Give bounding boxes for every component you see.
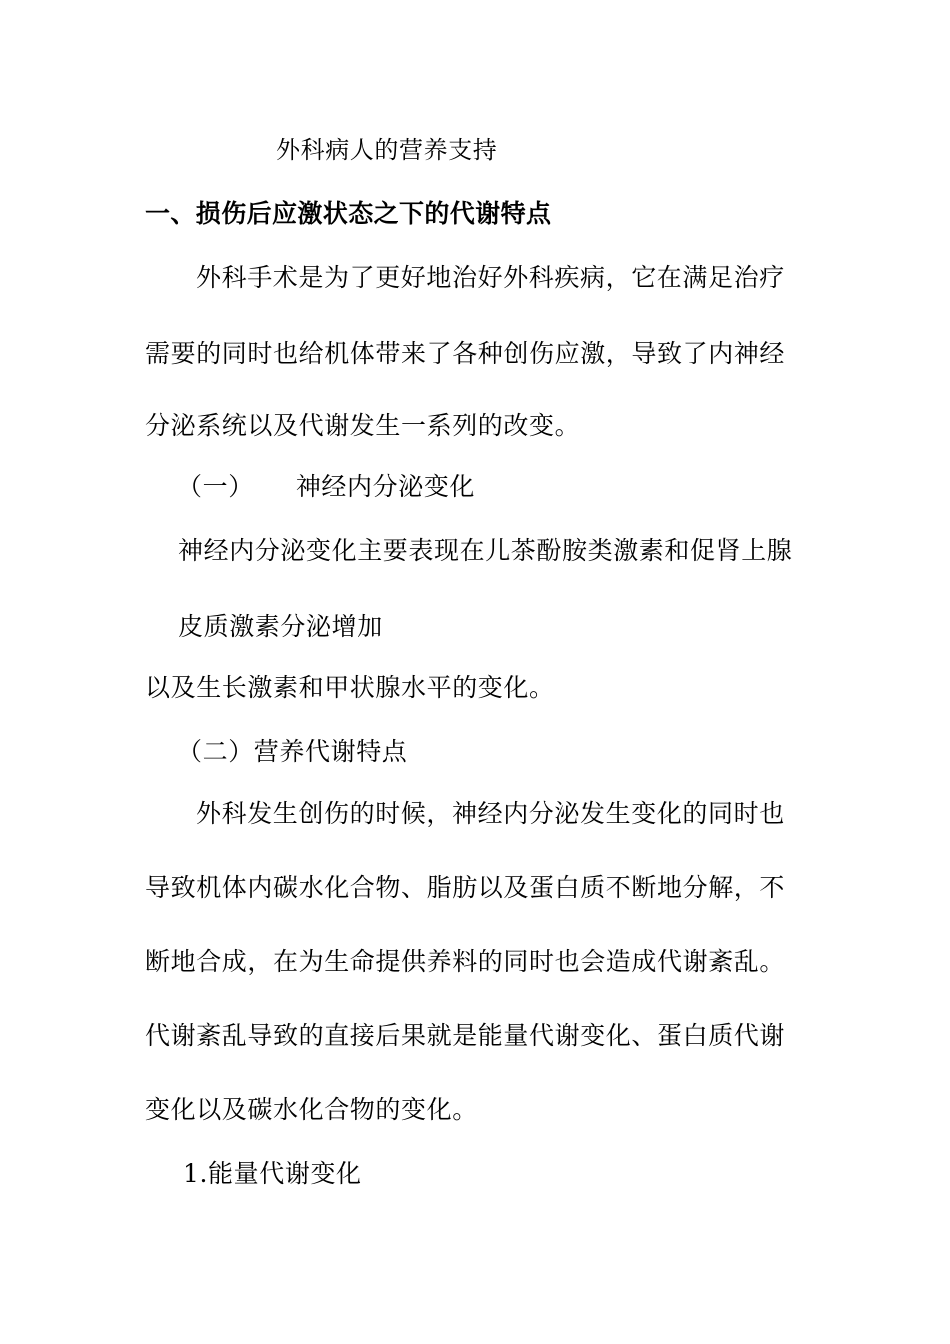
subsection-heading-nutrition-metabolism: （二）营养代谢特点: [177, 737, 408, 766]
subsubsection-heading-energy-metabolism: 1.能量代谢变化: [183, 1159, 362, 1188]
paragraph-line: 神经内分泌变化主要表现在儿茶酚胺类激素和促肾上腺: [178, 536, 793, 565]
paragraph-line: 导致机体内碳水化合物、脂肪以及蛋白质不断地分解，不: [145, 873, 786, 902]
subsection-heading-neuroendocrine: [177, 470, 475, 504]
paragraph-line: 外科手术是为了更好地治好外科疾病，它在满足治疗: [196, 263, 785, 292]
paragraph-line: 外科发生创伤的时候，神经内分泌发生变化的同时也: [196, 799, 785, 828]
subsection-label: 神经内分泌变化: [295, 472, 476, 501]
document-title: 外科病人的营养支持: [276, 136, 498, 164]
section-heading-metabolic-features: 一、损伤后应激状态之下的代谢特点: [145, 199, 552, 228]
paragraph-line: 需要的同时也给机体带来了各种创伤应激，导致了内神经: [145, 339, 786, 368]
paragraph-line: 以及生长激素和甲状腺水平的变化。: [145, 673, 555, 702]
paragraph-line: 变化以及碳水化合物的变化。: [145, 1095, 478, 1124]
paragraph-line: 代谢紊乱导致的直接后果就是能量代谢变化、蛋白质代谢: [145, 1021, 786, 1050]
paragraph-line: 断地合成，在为生命提供养料的同时也会造成代谢紊乱。: [145, 947, 786, 976]
paragraph-line: 分泌系统以及代谢发生一系列的改变。: [145, 411, 581, 440]
paragraph-line: 皮质激素分泌增加: [178, 612, 383, 641]
subsection-number: （一）: [177, 472, 254, 501]
